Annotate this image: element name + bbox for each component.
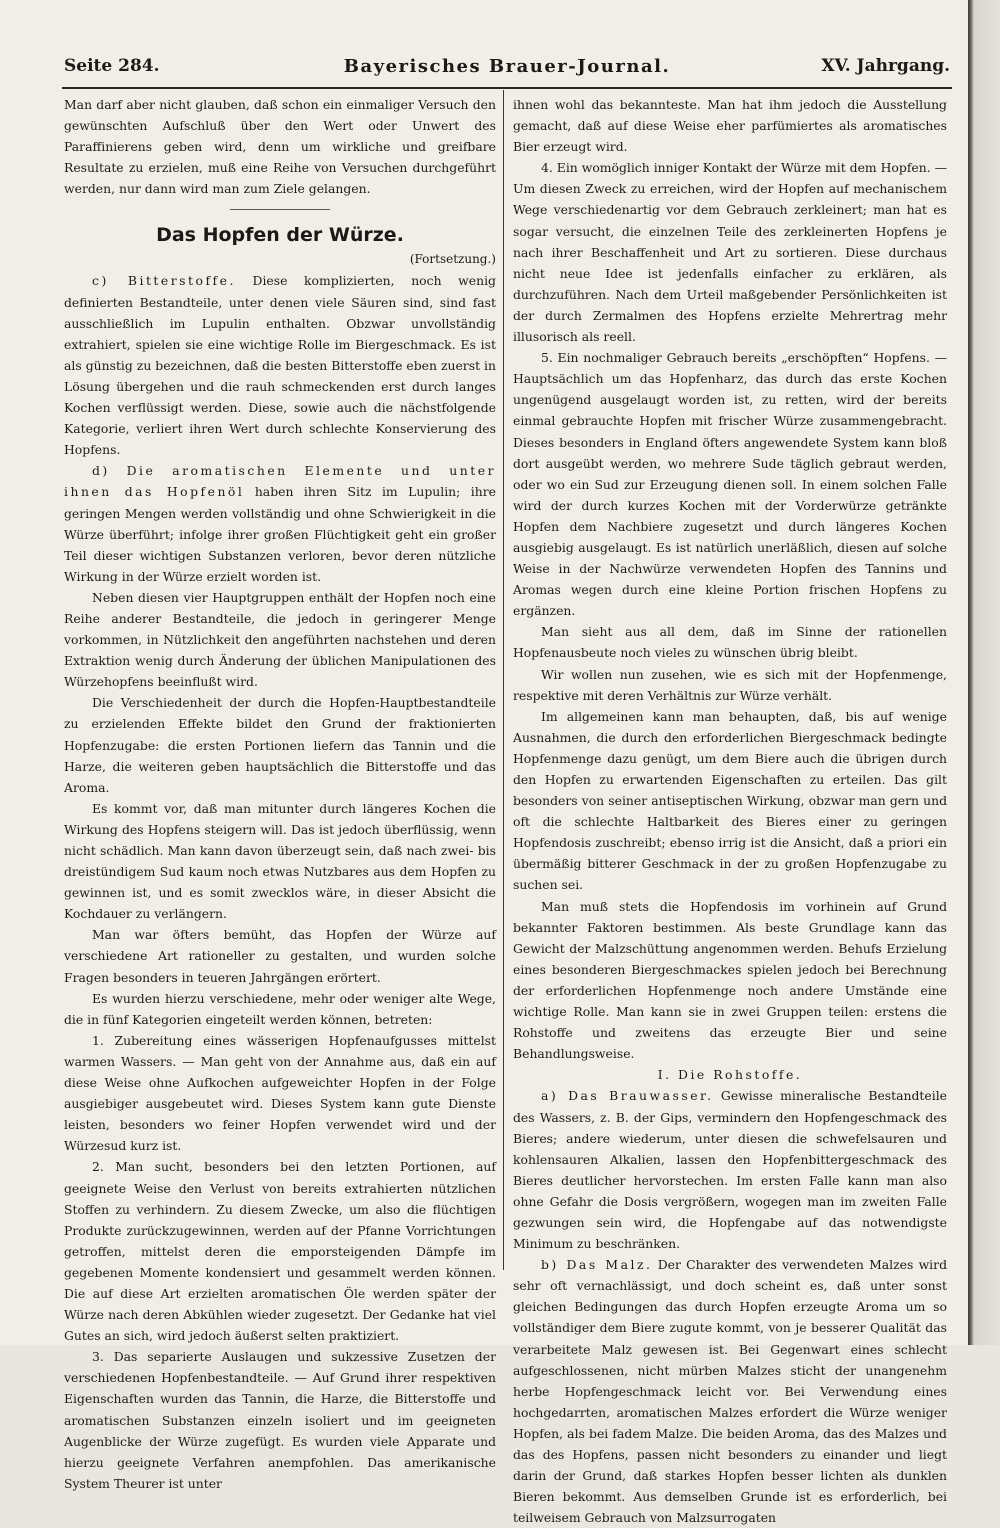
journal-title: Bayerisches Brauer-Journal.: [343, 56, 671, 77]
continuation-note: (Fortsetzung.): [409, 252, 496, 267]
paragraph-label: a) Das Brauwasser.: [541, 1088, 714, 1104]
section-heading: I. Die Rohstoffe.: [657, 1067, 803, 1083]
paragraph: 4. Ein womöglich inniger Kontakt der Würze mit dem Hopfen. — Um diesen Zweck zu erreichen, wird der Hopfen auf mechanischem Wege verschiedenartig vor dem Gebrauch zerkleinert; man hat es sogar versucht, die einzelnen Teile des zerkleinerten Hopfens je nach ihrer Beschaffenheit und Art zu sortieren. Diese durchaus nicht neue Idee ist jedenfalls einfacher zu erklären, als durchzuführen. Nach dem Urteil maßgebender Persönlichkeiten ist der durch Zermalmen des Hopfens erzielte Mehrertrag mehr illusorisch als reell.: [513, 160, 947, 345]
intro-paragraph: Man darf aber nicht glauben, daß schon ein einmaliger Versuch den gewünschten Aufschluß über den Wert oder Unwert des Paraffinierens geben wird, denn um wirkliche und greifbare Resultate zu erzielen, muß eine Reihe von Versuchen durchgeführt werden, nur dann wird man zum Ziele gelangen.: [64, 97, 496, 197]
paragraph: Man sieht aus all dem, daß im Sinne der rationellen Hopfenausbeute noch vieles zu wünschen übrig bleibt.: [513, 624, 947, 661]
paragraph: Es wurden hierzu verschiedene, mehr oder weniger alte Wege, die in fünf Kategorien eingeteilt werden können, betreten:: [64, 990, 496, 1027]
page-number: Seite 284.: [64, 56, 160, 76]
paragraph: 2. Man sucht, besonders bei den letzten Portionen, auf geeignete Weise den Verlust von bereits extrahierten nützlichen Stoffen zu verhindern. Zu diesem Zwecke, um also die flüchtigen Produkte zurückzugewinnen, werden auf der Pfanne Vorrichtungen getroffen, mittelst deren die emporsteigenden Dämpfe im gegebenen Momente kondensiert und gesammelt werden können. Die auf diese Art erzielten aromatischen Öle werden später der Würze nach deren Abkühlen wieder zugesetzt. Der Gedanke hat viel Gutes an sich, wird jedoch äußerst selten praktiziert.: [64, 1159, 496, 1344]
paragraph-text: Diese komplizierten, noch wenig definierten Bestandteile, unter denen viele Säuren sind, sind fast ausschließlich im Lupulin enthalten. Obzwar unvollständig extrahiert, spielen sie eine wichtige Rolle im Biergeschmack. Es ist als günstig zu bezeichnen, daß die besten Bitterstoffe eben zuerst in Lösung übergehen und die rauh schmeckenden erst durch langes Kochen verflüssigt werden. Diese, sowie auch die nächstfolgende Kategorie, verliert ihren Wert durch schlechte Konservierung des Hopfens.: [64, 273, 496, 458]
paragraph: Man war öfters bemüht, das Hopfen der Würze auf verschiedene Art rationeller zu gestalten, und wurden solche Fragen besonders in teueren Jahrgängen erörtert.: [64, 927, 496, 985]
page-header: [64, 56, 950, 82]
paragraph: Wir wollen nun zusehen, wie es sich mit der Hopfenmenge, respektive mit deren Verhältnis zur Würze verhält.: [513, 666, 947, 703]
paragraph-brauwasser: [513, 1085, 947, 1254]
column-divider: [503, 90, 504, 1270]
paragraph-text: haben ihren Sitz im Lupulin; ihre geringen Mengen werden vollständig und ohne Schwierigkeit in die Würze überführt; infolge ihrer großen Flüchtigkeit geht ein großer Teil dieser wichtigen Substanzen verloren, bevor deren nützliche Wirkung in der Würze erzielt worden ist.: [64, 484, 496, 584]
paragraph: Es kommt vor, daß man mitunter durch längeres Kochen die Wirkung des Hopfens steigern will. Das ist jedoch überflüssig, wenn nicht schädlich. Man kann davon überzeugt sein, daß nach zwei- bis dreistündigem Sud kaum noch etwas Nutzbares aus dem Hopfen zu gewinnen ist, und es somit zwecklos wäre, in dieser Absicht die Kochdauer zu verlängern.: [64, 800, 496, 922]
left-column: [64, 94, 496, 1491]
right-column: [513, 94, 948, 1526]
paragraph-label: c) Bitterstoffe.: [92, 273, 236, 289]
paragraph-bitterstoffe: [64, 270, 496, 460]
paragraph-label: b) Das Malz.: [541, 1257, 653, 1273]
article-divider: [230, 209, 330, 210]
header-rule: [62, 87, 952, 89]
paragraph: ihnen wohl das bekannteste. Man hat ihm jedoch die Ausstellung gemacht, daß auf diese Weise eher parfümiertes als aromatisches Bier erzeugt wird.: [513, 97, 947, 155]
paragraph: Neben diesen vier Hauptgruppen enthält der Hopfen noch eine Reihe anderer Bestandteile, die jedoch in geringerer Menge vorkommen, in Nützlichkeit den angeführten nachstehen und deren Extraktion wenig durch Änderung der üblichen Manipulationen des Würzehopfens beeinflußt wird.: [64, 589, 496, 690]
paragraph: Die Verschiedenheit der durch die Hopfen-Hauptbestandteile zu erzielenden Effekte bildet den Grund der fraktionierten Hopfenzugabe: die ersten Portionen liefern das Tannin und die Harze, die weiteren geben hauptsächlich die Bitterstoffe und das Aroma.: [64, 695, 496, 795]
article-title: Das Hopfen der Würze.: [156, 224, 404, 247]
paragraph-aromatische-elemente: [64, 460, 496, 587]
paragraph-malz: [513, 1254, 947, 1528]
paragraph-text: Der Charakter des verwendeten Malzes wird sehr oft vernachlässigt, und doch scheint es, daß unter sonst gleichen Bedingungen das durch Hopfen erzeugte Aroma um so vollständiger dem Biere zugute kommt, von je besserer Qualität das verarbeitete Malz gewesen ist. Bei Gegenwart eines schlecht aufgeschlossenen, nicht mürben Malzes sticht der unangenehm herbe Hopfengeschmack leicht vor. Bei Verwendung eines hochgedarrten, aromatischen Malzes erfordert die Würze weniger Hopfen, als bei fadem Malze. Die beiden Aroma, das des Malzes und das des Hopfens, passen nicht besonders zu einander und liegt darin der Grund, daß starkes Hopfen besser lichten als dunklen Bieren bekommt. Aus demselben Grunde ist es erforderlich, bei teilweisem Gebrauch von Malzsurrogaten: [513, 1257, 948, 1526]
paragraph: Man muß stets die Hopfendosis im vorhinein auf Grund bekannter Faktoren bestimmen. Als beste Grundlage kann das Gewicht der Malzschüttung angenommen werden. Behufs Erzielung eines besonderen Biergeschmackes spielen jedoch bei Berechnung der erforderlichen Hopfenmenge noch andere Umstände eine wichtige Rolle. Man kann sie in zwei Gruppen teilen: erstens die Rohstoffe und zweitens das erzeugte Bier und seine Behandlungsweise.: [513, 898, 947, 1062]
paragraph: Im allgemeinen kann man behaupten, daß, bis auf wenige Ausnahmen, die durch den erforderlichen Biergeschmack bedingte Hopfenmenge dazu genügt, um dem Biere auch die übrigen durch den Hopfen zu erwartenden Eigenschaften zu erteilen. Das gilt besonders von seiner antiseptischen Wirkung, obzwar man gern und oft die schlechte Haltbarkeit des Bieres einer zu geringen Hopfendosis zuschreibt; ebenso irrig ist die Ansicht, daß a priori ein übermäßig bitterer Geschmack in der zu großen Hopfenzugabe zu suchen sei.: [513, 708, 947, 893]
paragraph-label: d) Die aromatischen Elemente und unter ihnen das Hopfenöl: [64, 463, 496, 500]
paragraph: 3. Das separierte Auslaugen und sukzessive Zusetzen der verschiedenen Hopfenbestandteile. — Auf Grund ihrer respektiven Eigenschaften wurden das Tannin, die Harze, die Bitterstoffe und aromatischen Substanzen einzeln isoliert und im geeigneten Augenblicke der Würze zugefügt. Es wurden viele Apparate und hierzu geeignete Verfahren anempfohlen. Das amerikanische System Theurer ist unter: [64, 1349, 496, 1491]
volume-label: XV. Jahrgang.: [821, 56, 950, 76]
paragraph-text: Gewisse mineralische Bestandteile des Wassers, z. B. der Gips, vermindern den Hopfengeschmack des Bieres; andere wiederum, unter diesen die schwefelsauren und kohlensauren Alkalien, lassen den Hopfenbittergeschmack des Bieres deutlicher hervorstechen. Im ersten Falle kann man also ohne Gefahr die Dosis vergrößern, wogegen man im zweiten Falle gezwungen sein wird, die Hopfengabe auf das notwendigste Minimum zu beschränken.: [513, 1088, 947, 1252]
paragraph: 5. Ein nochmaliger Gebrauch bereits „erschöpften“ Hopfens. — Hauptsächlich um das Hopfenharz, das durch das erste Kochen ungenügend ausgelaugt worden ist, zu retten, wird der bereits einmal gebrauchte Hopfen mit frischer Würze zusammengebracht. Dieses besonders in England öfters angewendete System kann bloß dort ausgeübt werden, wo mehrere Sude täglich gebraut werden, oder wo ein Sud zur Erzeugung dienen soll. In einem solchen Falle wird der durch kurzes Kochen mit der Vorderwürze getränkte Hopfen dem Nachbiere zugesetzt und durch längeres Kochen ausgiebig ausgelaugt. Es ist natürlich unerläßlich, diesen auf solche Weise in der Nachwürze verwendeten Hopfen des Tannins und Aromas wegen durch eine kleine Portion frischen Hopfens zu ergänzen.: [513, 350, 947, 619]
paragraph: 1. Zubereitung eines wässerigen Hopfenaufgusses mittelst warmen Wassers. — Man geht von der Annahme aus, daß ein auf diese Weise ohne Aufkochen aufgeweichter Hopfen in der Folge ausgiebiger ausgebeutet wird. Dieses System kann gute Dienste leisten, besonders wo feiner Hopfen verwendet wird und der Würzesud kurz ist.: [64, 1032, 496, 1154]
binding-edge: [968, 0, 1000, 1345]
